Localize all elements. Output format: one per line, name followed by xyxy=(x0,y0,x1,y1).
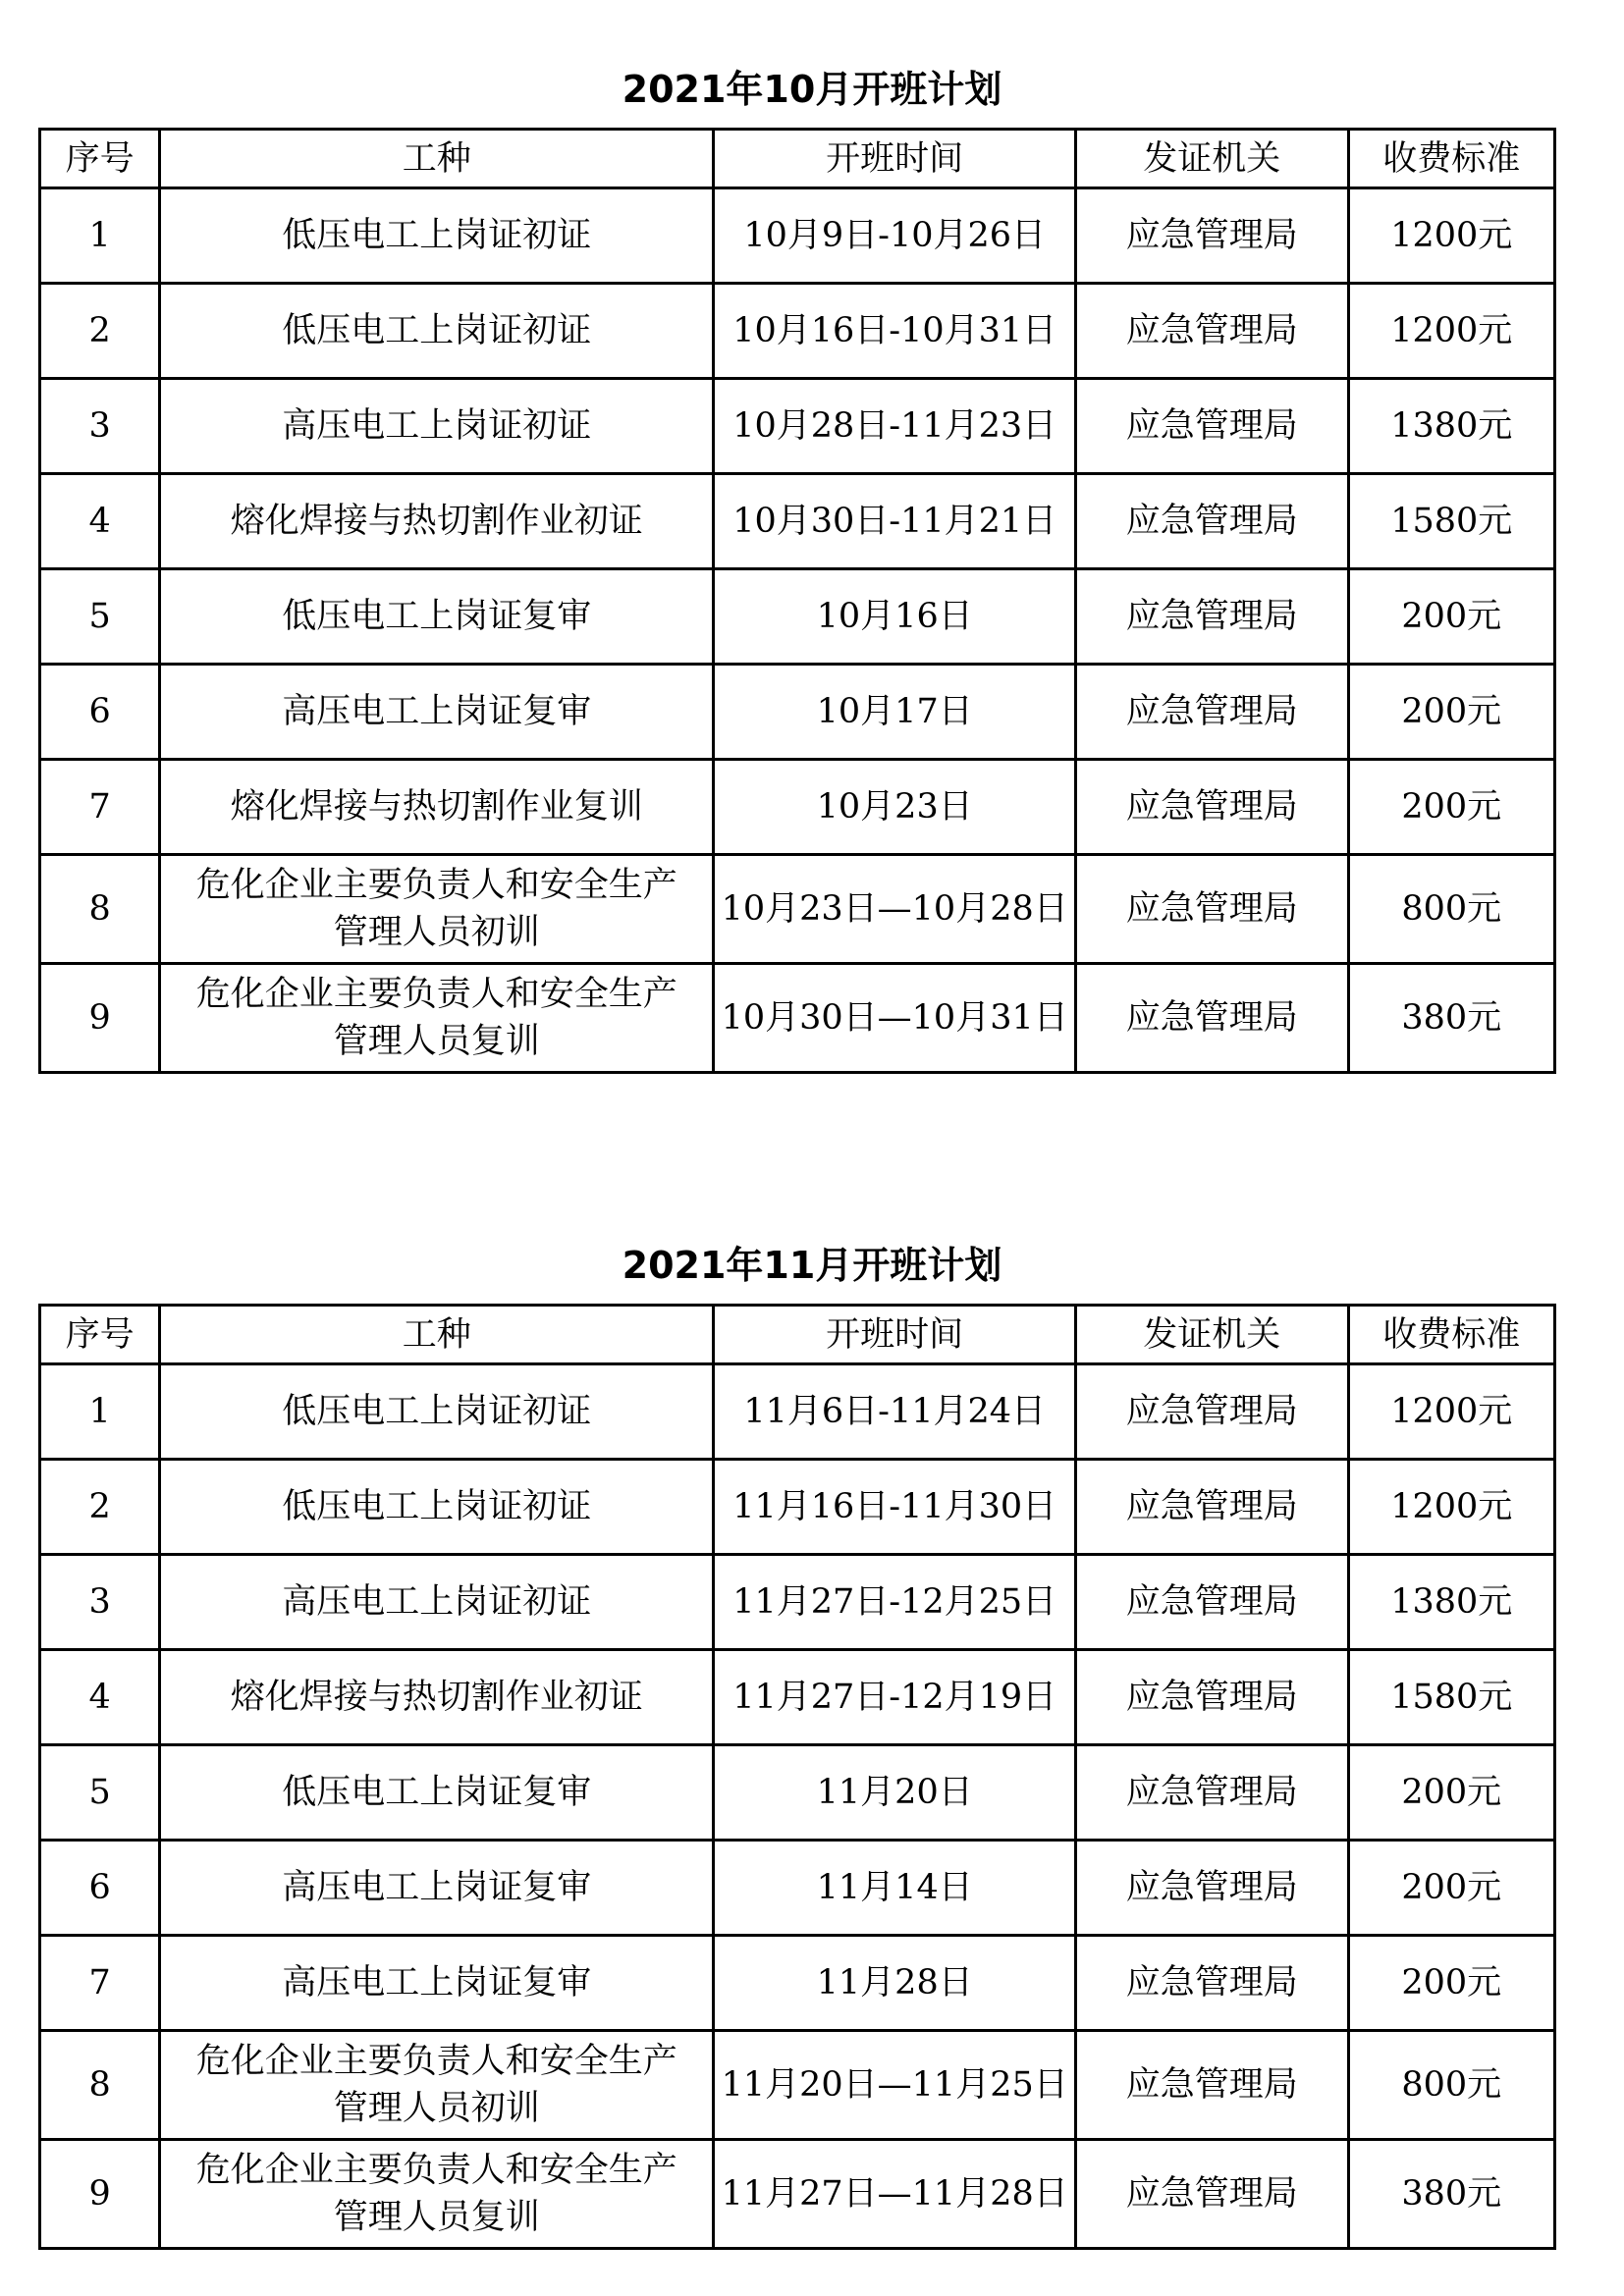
cell-date: 11月27日-12月25日 xyxy=(714,1555,1076,1650)
cell-type xyxy=(160,760,714,855)
cell-org: 应急管理局 xyxy=(1076,569,1349,665)
header-fee: 收费标准 xyxy=(1348,1306,1554,1364)
cell-fee: 1380元 xyxy=(1348,379,1554,474)
october-plan-table xyxy=(38,128,1556,1074)
cell-type-line: 危化企业主要负责人和安全生产 xyxy=(195,2151,677,2190)
cell-fee: 1200元 xyxy=(1348,284,1554,379)
cell-no: 8 xyxy=(40,855,160,964)
cell-type-line: 管理人员初训 xyxy=(333,913,540,952)
cell-fee: 200元 xyxy=(1348,665,1554,760)
header-type: 工种 xyxy=(160,1306,714,1364)
cell-type xyxy=(160,569,714,665)
cell-date: 11月27日-12月19日 xyxy=(714,1650,1076,1745)
cell-no: 8 xyxy=(40,2031,160,2140)
cell-no: 7 xyxy=(40,760,160,855)
cell-type-line: 低压电工上岗证初证 xyxy=(282,216,592,255)
table-header-row xyxy=(40,130,1555,188)
cell-type xyxy=(160,1936,714,2031)
cell-org: 应急管理局 xyxy=(1076,2031,1349,2140)
table-header-row xyxy=(40,1306,1555,1364)
table-row xyxy=(40,569,1555,665)
cell-type-line: 高压电工上岗证初证 xyxy=(282,406,592,446)
cell-fee: 1380元 xyxy=(1348,1555,1554,1650)
header-no: 序号 xyxy=(40,130,160,188)
header-date: 开班时间 xyxy=(714,130,1076,188)
cell-org: 应急管理局 xyxy=(1076,1555,1349,1650)
table-row xyxy=(40,1364,1555,1460)
cell-type-line: 危化企业主要负责人和安全生产 xyxy=(195,2042,677,2081)
cell-date: 10月23日 xyxy=(714,760,1076,855)
cell-no: 2 xyxy=(40,1460,160,1555)
cell-fee: 1200元 xyxy=(1348,188,1554,284)
cell-type xyxy=(160,284,714,379)
cell-type xyxy=(160,855,714,964)
cell-type xyxy=(160,2140,714,2249)
cell-org: 应急管理局 xyxy=(1076,1460,1349,1555)
table-row xyxy=(40,1650,1555,1745)
cell-fee: 1580元 xyxy=(1348,1650,1554,1745)
table-row xyxy=(40,855,1555,964)
cell-org: 应急管理局 xyxy=(1076,1745,1349,1841)
cell-type-line: 高压电工上岗证复审 xyxy=(282,692,592,731)
cell-no: 9 xyxy=(40,2140,160,2249)
cell-org: 应急管理局 xyxy=(1076,188,1349,284)
cell-org: 应急管理局 xyxy=(1076,2140,1349,2249)
table-row xyxy=(40,1555,1555,1650)
cell-date: 11月20日—11月25日 xyxy=(714,2031,1076,2140)
cell-date: 11月27日—11月28日 xyxy=(714,2140,1076,2249)
cell-org: 应急管理局 xyxy=(1076,284,1349,379)
cell-date: 10月16日-10月31日 xyxy=(714,284,1076,379)
november-plan-table xyxy=(38,1304,1556,2250)
cell-type-line: 低压电工上岗证复审 xyxy=(282,1773,592,1812)
cell-type-line: 危化企业主要负责人和安全生产 xyxy=(195,866,677,905)
cell-fee: 380元 xyxy=(1348,964,1554,1073)
cell-type xyxy=(160,1460,714,1555)
cell-type-line: 低压电工上岗证初证 xyxy=(282,311,592,350)
cell-org: 应急管理局 xyxy=(1076,1841,1349,1936)
cell-no: 1 xyxy=(40,1364,160,1460)
cell-type-line: 危化企业主要负责人和安全生产 xyxy=(195,975,677,1014)
cell-date: 11月14日 xyxy=(714,1841,1076,1936)
cell-type xyxy=(160,1555,714,1650)
cell-type-line: 低压电工上岗证初证 xyxy=(282,1487,592,1526)
cell-type-line: 高压电工上岗证初证 xyxy=(282,1582,592,1622)
cell-org: 应急管理局 xyxy=(1076,1936,1349,2031)
cell-no: 3 xyxy=(40,379,160,474)
cell-fee: 800元 xyxy=(1348,2031,1554,2140)
cell-type-line: 熔化焊接与热切割作业初证 xyxy=(230,1678,643,1717)
cell-no: 9 xyxy=(40,964,160,1073)
cell-type xyxy=(160,1650,714,1745)
cell-no: 5 xyxy=(40,569,160,665)
cell-no: 5 xyxy=(40,1745,160,1841)
cell-fee: 380元 xyxy=(1348,2140,1554,2249)
table-row xyxy=(40,2031,1555,2140)
table-row xyxy=(40,474,1555,569)
cell-no: 6 xyxy=(40,1841,160,1936)
cell-date: 10月30日—10月31日 xyxy=(714,964,1076,1073)
table-row xyxy=(40,2140,1555,2249)
cell-fee: 200元 xyxy=(1348,760,1554,855)
cell-no: 4 xyxy=(40,1650,160,1745)
table-row xyxy=(40,188,1555,284)
cell-no: 3 xyxy=(40,1555,160,1650)
cell-type xyxy=(160,964,714,1073)
cell-fee: 1200元 xyxy=(1348,1364,1554,1460)
cell-date: 10月28日-11月23日 xyxy=(714,379,1076,474)
cell-no: 7 xyxy=(40,1936,160,2031)
header-fee: 收费标准 xyxy=(1348,130,1554,188)
cell-date: 11月20日 xyxy=(714,1745,1076,1841)
cell-org: 应急管理局 xyxy=(1076,1364,1349,1460)
cell-fee: 200元 xyxy=(1348,1936,1554,2031)
cell-type xyxy=(160,1841,714,1936)
cell-date: 10月23日—10月28日 xyxy=(714,855,1076,964)
cell-no: 2 xyxy=(40,284,160,379)
cell-fee: 800元 xyxy=(1348,855,1554,964)
cell-fee: 200元 xyxy=(1348,569,1554,665)
cell-type xyxy=(160,188,714,284)
cell-org: 应急管理局 xyxy=(1076,760,1349,855)
cell-org: 应急管理局 xyxy=(1076,1650,1349,1745)
table-row xyxy=(40,1460,1555,1555)
header-date: 开班时间 xyxy=(714,1306,1076,1364)
header-type: 工种 xyxy=(160,130,714,188)
cell-type xyxy=(160,379,714,474)
table-row xyxy=(40,760,1555,855)
table-row xyxy=(40,1745,1555,1841)
table-row xyxy=(40,1936,1555,2031)
table-row xyxy=(40,964,1555,1073)
cell-date: 10月9日-10月26日 xyxy=(714,188,1076,284)
cell-type-line: 熔化焊接与热切割作业复训 xyxy=(230,787,643,827)
cell-date: 10月30日-11月21日 xyxy=(714,474,1076,569)
cell-type-line: 熔化焊接与热切割作业初证 xyxy=(230,502,643,541)
cell-org: 应急管理局 xyxy=(1076,855,1349,964)
cell-date: 11月28日 xyxy=(714,1936,1076,2031)
cell-type xyxy=(160,474,714,569)
table-row xyxy=(40,665,1555,760)
cell-org: 应急管理局 xyxy=(1076,964,1349,1073)
header-org: 发证机关 xyxy=(1076,130,1349,188)
table-row xyxy=(40,379,1555,474)
table-row xyxy=(40,284,1555,379)
cell-no: 4 xyxy=(40,474,160,569)
cell-type xyxy=(160,2031,714,2140)
cell-fee: 1200元 xyxy=(1348,1460,1554,1555)
cell-date: 11月6日-11月24日 xyxy=(714,1364,1076,1460)
cell-type-line: 高压电工上岗证复审 xyxy=(282,1868,592,1907)
cell-org: 应急管理局 xyxy=(1076,474,1349,569)
cell-type-line: 管理人员复训 xyxy=(333,1022,540,1061)
cell-org: 应急管理局 xyxy=(1076,379,1349,474)
cell-no: 1 xyxy=(40,188,160,284)
cell-date: 11月16日-11月30日 xyxy=(714,1460,1076,1555)
cell-fee: 1580元 xyxy=(1348,474,1554,569)
cell-type-line: 管理人员初训 xyxy=(333,2089,540,2128)
cell-org: 应急管理局 xyxy=(1076,665,1349,760)
cell-type xyxy=(160,1745,714,1841)
cell-type-line: 低压电工上岗证复审 xyxy=(282,597,592,636)
october-plan-title: 2021年10月开班计划 xyxy=(622,68,1002,111)
cell-type-line: 低压电工上岗证初证 xyxy=(282,1392,592,1431)
cell-type xyxy=(160,1364,714,1460)
header-org: 发证机关 xyxy=(1076,1306,1349,1364)
cell-fee: 200元 xyxy=(1348,1745,1554,1841)
cell-date: 10月17日 xyxy=(714,665,1076,760)
table-row xyxy=(40,1841,1555,1936)
cell-no: 6 xyxy=(40,665,160,760)
november-plan-title: 2021年11月开班计划 xyxy=(622,1244,1002,1287)
cell-type-line: 管理人员复训 xyxy=(333,2198,540,2237)
header-no: 序号 xyxy=(40,1306,160,1364)
cell-type xyxy=(160,665,714,760)
cell-date: 10月16日 xyxy=(714,569,1076,665)
cell-type-line: 高压电工上岗证复审 xyxy=(282,1963,592,2002)
cell-fee: 200元 xyxy=(1348,1841,1554,1936)
